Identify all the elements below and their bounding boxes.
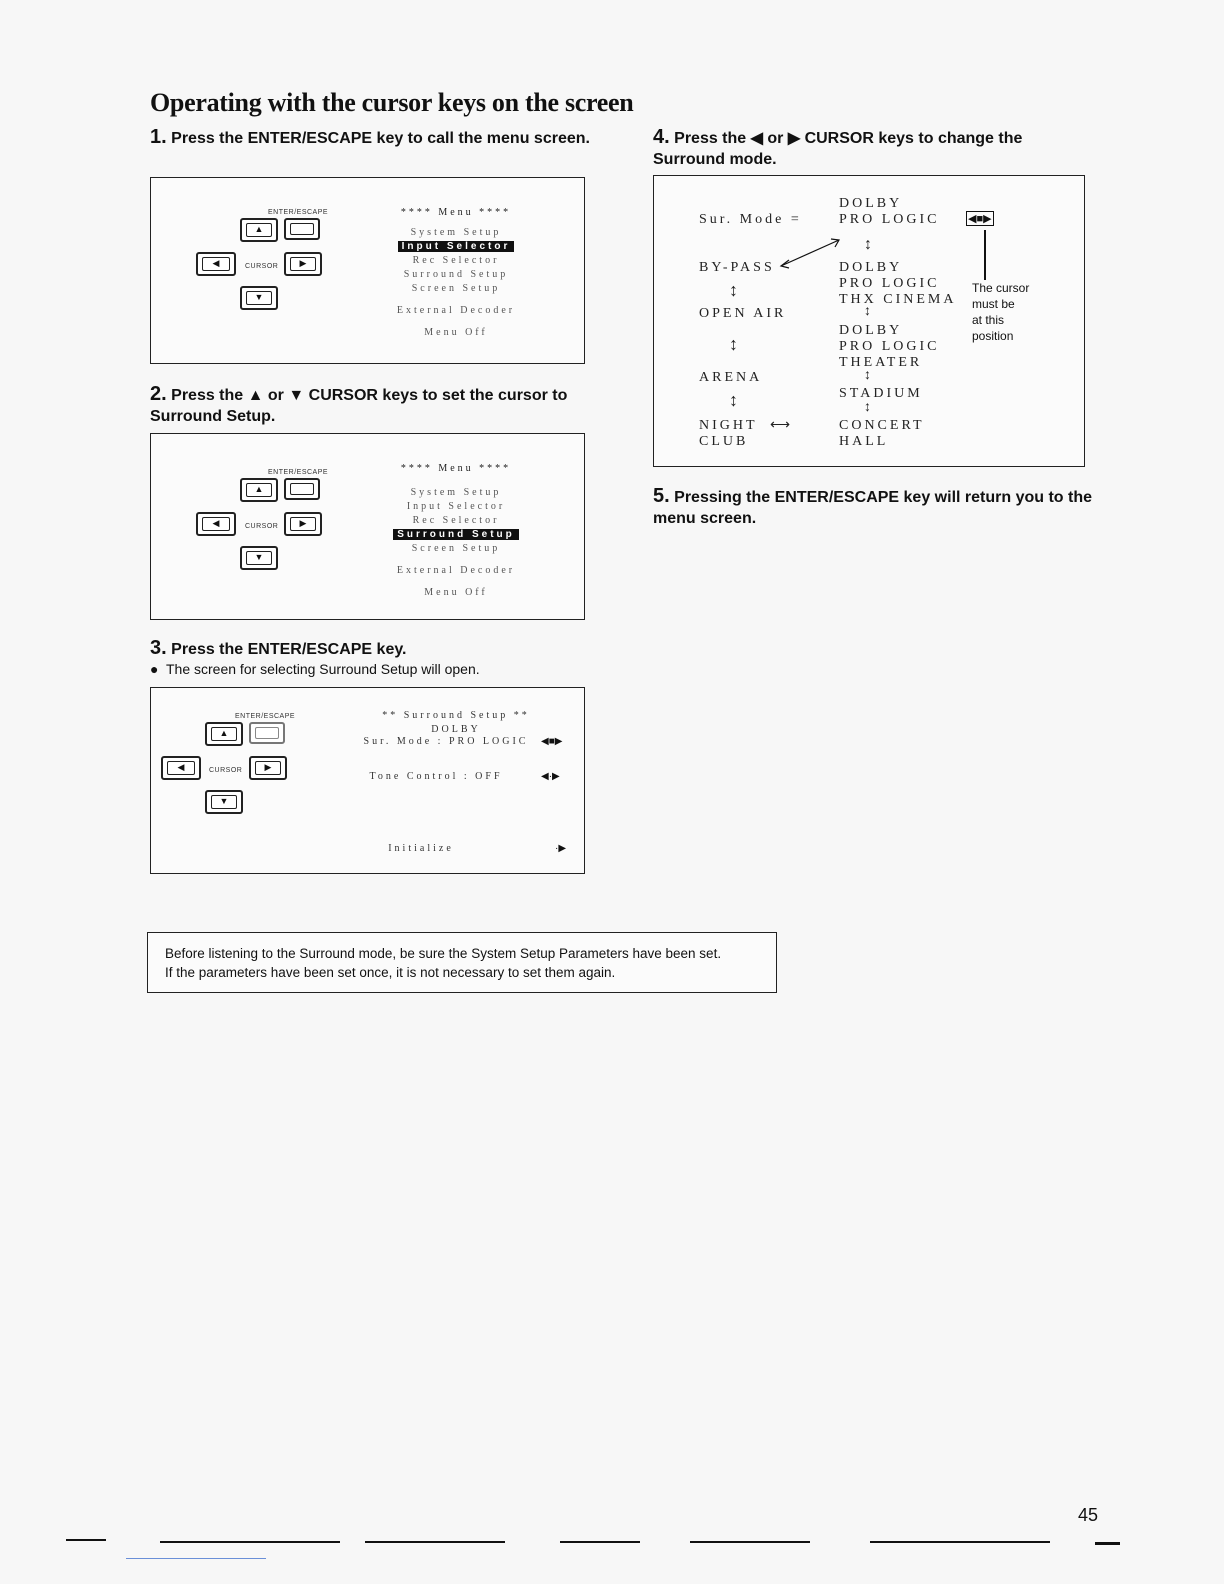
sur-mode-label: Sur. Mode =	[699, 212, 802, 227]
enter-escape-label: ENTER/ESCAPE	[235, 713, 296, 720]
step-text: Press the ENTER/ESCAPE key.	[171, 641, 407, 658]
mode-night-club: NIGHT CLUB	[699, 418, 758, 449]
step-text: Press the ENTER/ESCAPE key to call the menu screen.	[171, 130, 590, 147]
step-4	[653, 127, 1093, 170]
right-key[interactable]	[284, 252, 322, 276]
footer-rule	[870, 1541, 1050, 1543]
menu-header: **** Menu ****	[400, 207, 512, 218]
left-key[interactable]	[196, 512, 236, 536]
cursor-pointer-line	[984, 230, 986, 280]
step-text: Press the ◀ or ▶ CURSOR keys to change the Surround mode.	[653, 130, 1023, 168]
menu-item[interactable]: Rec Selector	[412, 515, 500, 526]
left-arrow-icon: ◀	[167, 761, 195, 775]
right-key[interactable]	[249, 756, 287, 780]
footer-rule	[365, 1541, 505, 1543]
initialize-arrow-icon: ·▶	[555, 843, 567, 854]
menu-list	[356, 462, 556, 600]
enter-escape-key[interactable]	[284, 218, 320, 240]
menu-item[interactable]: Surround Setup	[403, 269, 509, 280]
setup-header: ** Surround Setup **	[382, 710, 530, 721]
step-number: 2.	[150, 383, 167, 405]
menu-screen-1	[150, 177, 585, 364]
cursor-keypad	[196, 466, 329, 576]
mode-stadium: STADIUM	[839, 386, 923, 401]
updown-arrow-icon: ↕	[864, 368, 874, 383]
footer-rule	[160, 1541, 340, 1543]
mode-dolby-pro-logic-thx: DOLBY PRO LOGIC THX CINEMA	[839, 260, 957, 307]
menu-item[interactable]: Menu Off	[424, 587, 488, 598]
tone-selector-icon: ◀·▶	[541, 771, 560, 782]
step-text: Press the ▲ or ▼ CURSOR keys to set the cursor to Surround Setup.	[150, 387, 568, 425]
left-key[interactable]	[196, 252, 236, 276]
menu-item[interactable]: Input Selector	[406, 501, 506, 512]
step-number: 4.	[653, 126, 670, 148]
right-arrow-icon: ▶	[290, 517, 316, 531]
menu-item[interactable]: Screen Setup	[411, 543, 501, 554]
down-arrow-icon: ▼	[246, 551, 272, 565]
leftright-arrow-icon: ⟷	[770, 418, 791, 433]
step-number: 1.	[150, 126, 167, 148]
up-key[interactable]	[240, 478, 278, 502]
cursor-label: CURSOR	[209, 767, 243, 774]
step-number: 3.	[150, 637, 167, 659]
left-key[interactable]	[161, 756, 201, 780]
up-arrow-icon: ▲	[246, 223, 272, 237]
footer-rule	[690, 1541, 810, 1543]
notice-line-1: Before listening to the Surround mode, be sure the System Setup Parameters have been set.	[165, 946, 722, 961]
mode-arena: ARENA	[699, 370, 763, 385]
updown-arrow-icon: ↕	[864, 400, 874, 415]
surround-mode-diagram	[653, 175, 1085, 467]
down-key[interactable]	[240, 546, 278, 570]
enter-escape-key[interactable]	[284, 478, 320, 500]
step-2	[150, 384, 590, 427]
menu-item[interactable]: System Setup	[410, 487, 502, 498]
updown-arrow-icon: ↕	[729, 334, 741, 354]
step-1	[150, 127, 590, 149]
mode-open-air: OPEN AIR	[699, 306, 787, 321]
up-key[interactable]	[240, 218, 278, 242]
menu-item[interactable]: External Decoder	[396, 565, 516, 576]
mode-value-top: DOLBY	[431, 724, 481, 735]
down-key[interactable]	[205, 790, 243, 814]
cursor-label: CURSOR	[245, 263, 279, 270]
updown-arrow-icon: ↕	[864, 304, 874, 319]
menu-item[interactable]: External Decoder	[396, 305, 516, 316]
menu-item[interactable]: Screen Setup	[411, 283, 501, 294]
mode-dolby-pro-logic-theater: DOLBY PRO LOGIC THEATER	[839, 323, 940, 370]
notice-box	[147, 932, 777, 993]
mode-concert-hall: CONCERT HALL	[839, 418, 925, 449]
right-key[interactable]	[284, 512, 322, 536]
step-5	[653, 486, 1093, 529]
left-arrow-icon: ◀	[202, 257, 230, 271]
bullet-icon: ●	[150, 661, 159, 677]
enter-escape-key[interactable]	[249, 722, 285, 744]
menu-screen-2	[150, 433, 585, 620]
left-right-selector-icon: ◀■▶	[541, 736, 563, 747]
mode-dolby-pro-logic: DOLBY PRO LOGIC	[839, 196, 940, 227]
menu-item-selected[interactable]: Surround Setup	[393, 529, 519, 540]
note-text: The screen for selecting Surround Setup will open.	[166, 661, 480, 677]
footer-rule	[66, 1539, 106, 1541]
footer-rule	[1095, 1542, 1120, 1545]
menu-item[interactable]: Rec Selector	[412, 255, 500, 266]
step-3	[150, 638, 590, 660]
footer-rule	[560, 1541, 640, 1543]
left-arrow-icon: ◀	[202, 517, 230, 531]
sur-mode-row[interactable]: Sur. Mode : PRO LOGIC	[363, 736, 529, 747]
enter-escape-label: ENTER/ESCAPE	[268, 469, 329, 476]
down-key[interactable]	[240, 286, 278, 310]
surround-setup-screen	[150, 687, 585, 874]
down-arrow-icon: ▼	[211, 795, 237, 809]
up-arrow-icon: ▲	[246, 483, 272, 497]
tone-control-row[interactable]: Tone Control : OFF	[369, 771, 503, 782]
enter-escape-label: ENTER/ESCAPE	[268, 209, 329, 216]
menu-header: **** Menu ****	[400, 463, 512, 474]
menu-item[interactable]: Menu Off	[424, 327, 488, 338]
blank-key-icon	[290, 223, 314, 235]
mode-bypass: BY-PASS	[699, 260, 775, 275]
page-title: Operating with the cursor keys on the screen	[150, 88, 634, 117]
step-text: Pressing the ENTER/ESCAPE key will return you to the menu screen.	[653, 489, 1093, 527]
blank-key-icon	[255, 727, 279, 739]
footer-blue-line	[126, 1558, 266, 1559]
right-arrow-icon: ▶	[255, 761, 281, 775]
selector-icon: ◀■▶	[968, 213, 992, 225]
updown-arrow-icon: ↕	[729, 390, 741, 410]
cursor-label: CURSOR	[245, 523, 279, 530]
cursor-note: The cursor must be at this position	[972, 281, 1030, 343]
step-number: 5.	[653, 485, 670, 507]
right-arrow-icon: ▶	[290, 257, 316, 271]
cursor-keypad	[196, 206, 329, 316]
step-3-note	[150, 661, 480, 677]
initialize-row[interactable]: Initialize	[388, 843, 454, 854]
up-key[interactable]	[205, 722, 243, 746]
notice-line-2: If the parameters have been set once, it is not necessary to set them again.	[165, 965, 616, 980]
menu-item[interactable]: System Setup	[410, 227, 502, 238]
page-number: 45	[1078, 1505, 1099, 1525]
up-arrow-icon: ▲	[211, 727, 237, 741]
updown-arrow-icon: ↕	[729, 280, 741, 300]
blank-key-icon	[290, 483, 314, 495]
menu-item-selected[interactable]: Input Selector	[398, 241, 515, 252]
down-arrow-icon: ▼	[246, 291, 272, 305]
updown-arrow-icon: ↕	[864, 236, 875, 253]
cursor-keypad	[161, 710, 296, 820]
menu-list	[356, 206, 556, 340]
